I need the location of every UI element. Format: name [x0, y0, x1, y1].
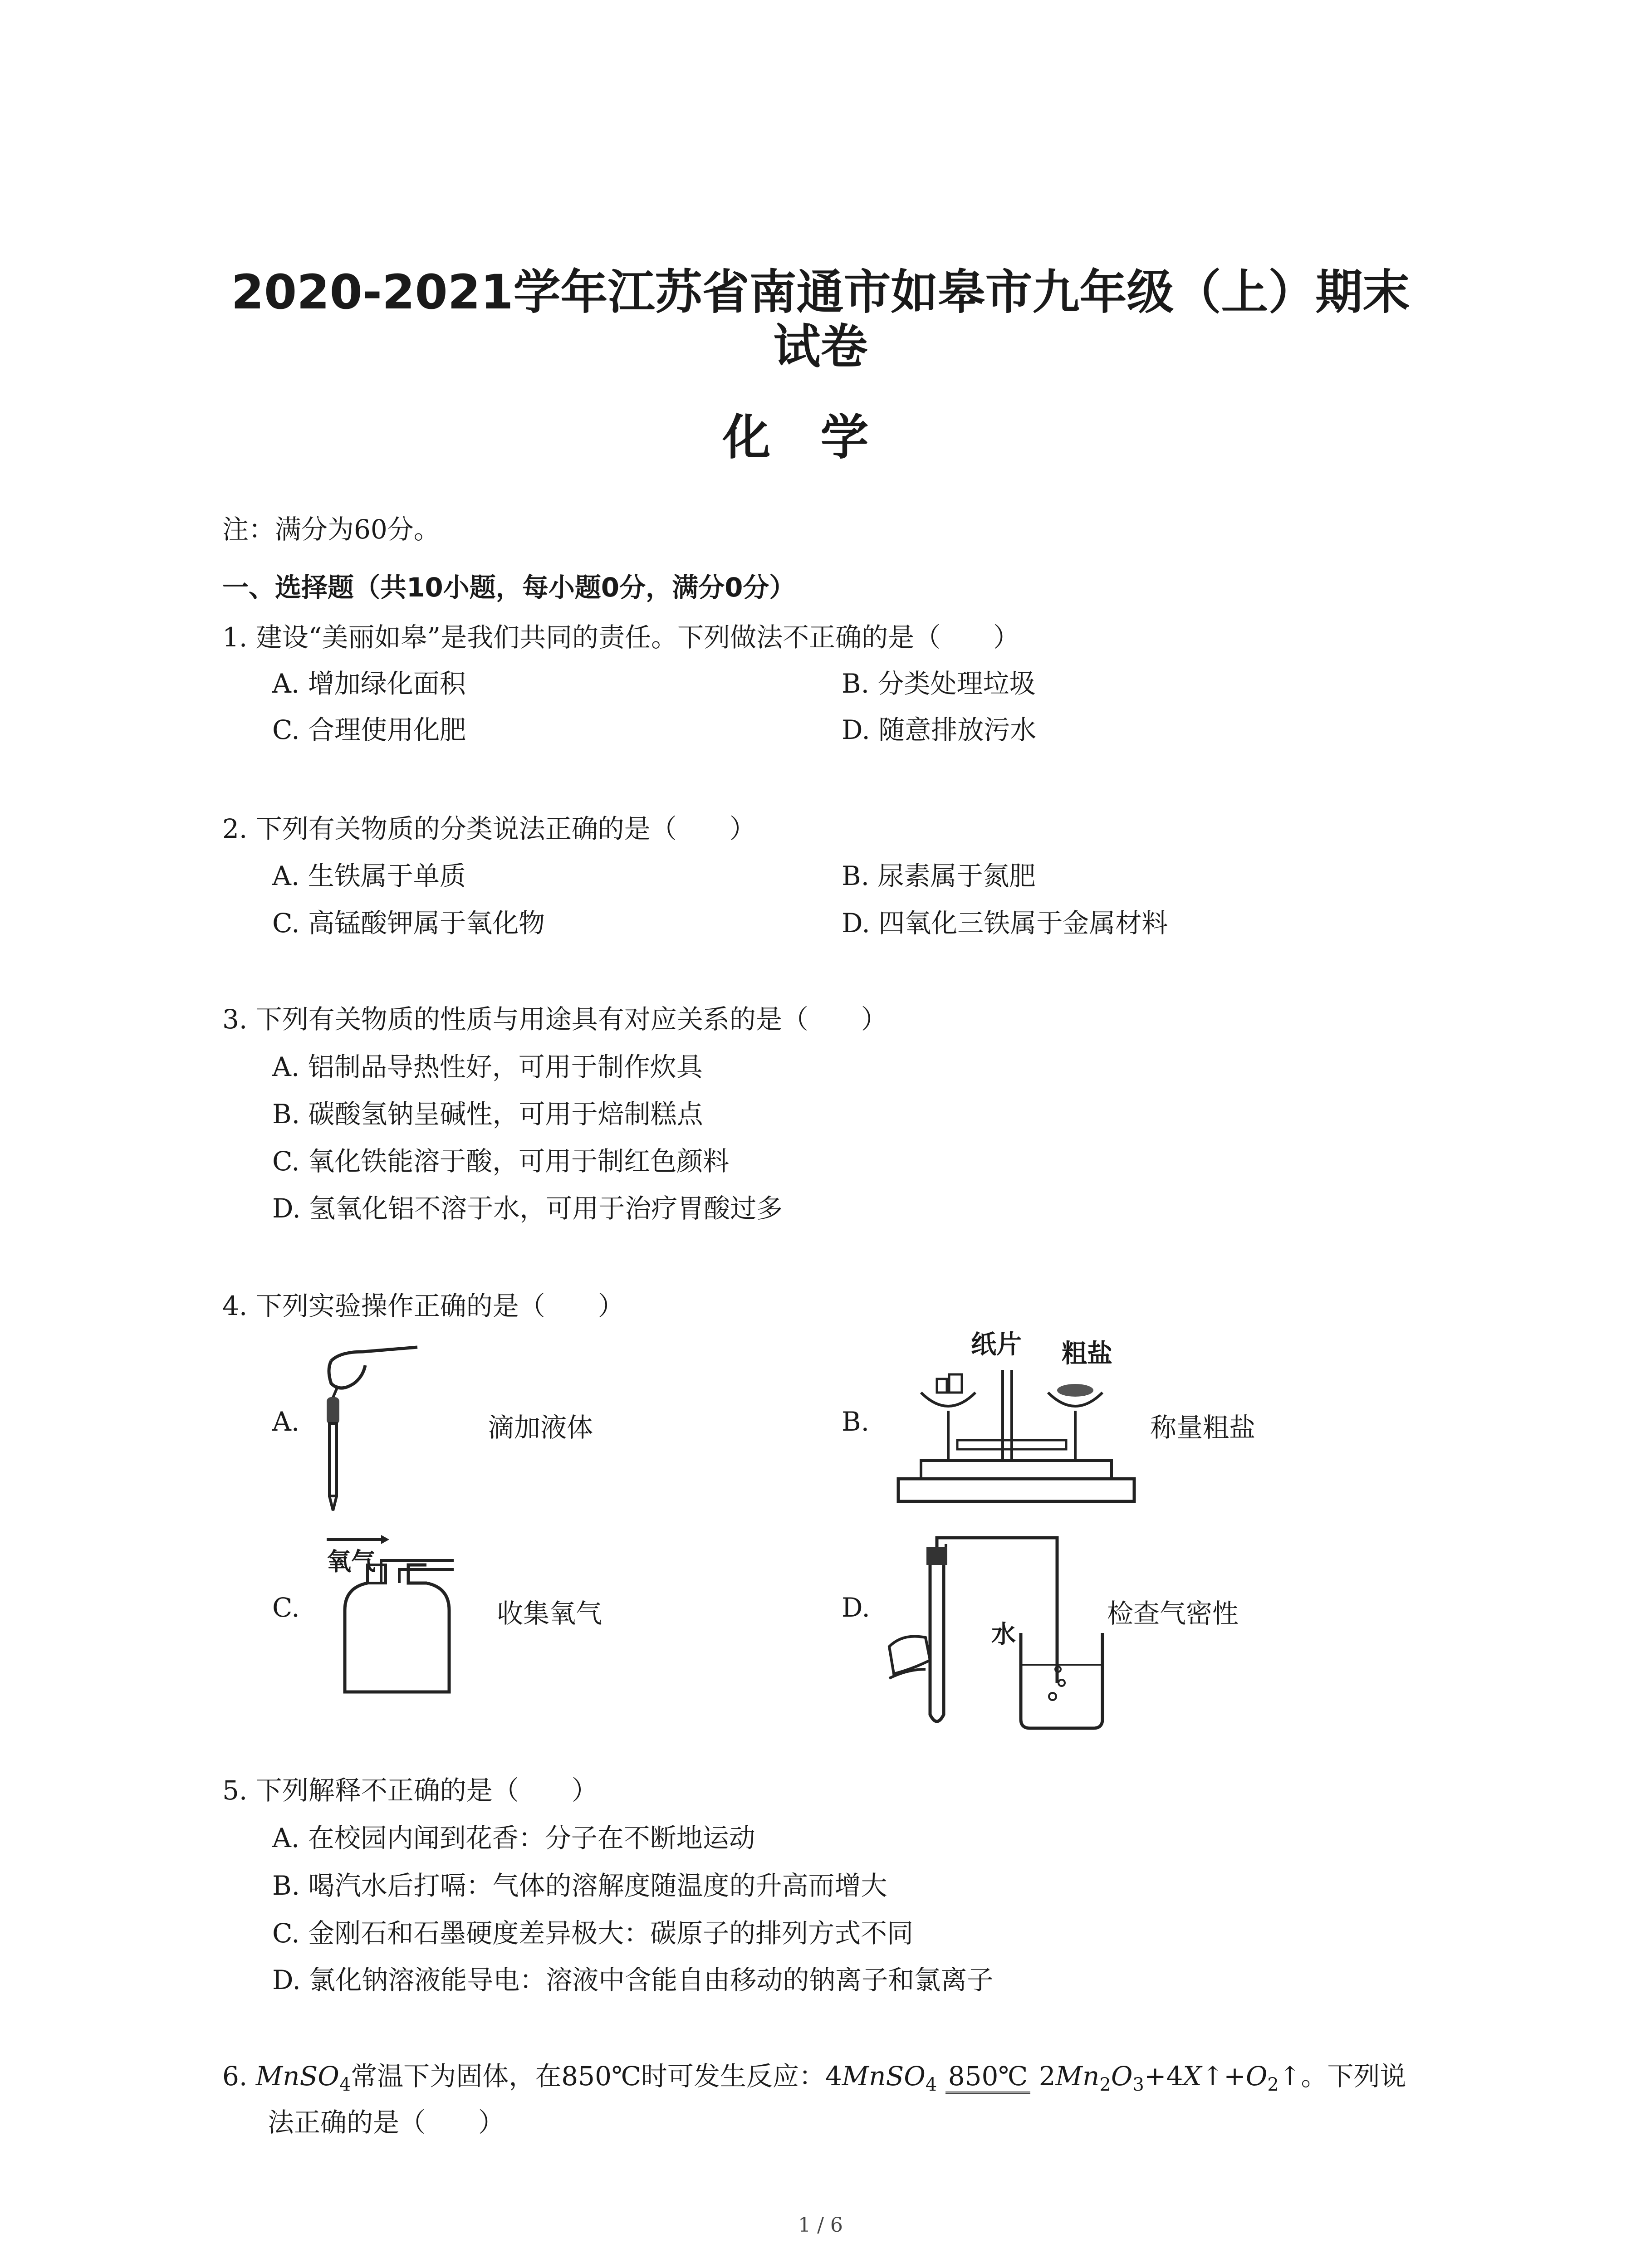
question-4-option-d-caption: 检查气密性 — [1107, 1598, 1239, 1629]
question-5-option-c: C. 金刚石和石墨硬度差异极大：碳原子的排列方式不同 — [272, 1918, 914, 1949]
question-6-stem-line2: 法正确的是（ ） — [268, 2107, 505, 2138]
question-5-option-b: B. 喝汽水后打嗝：气体的溶解度随温度的升高而增大 — [272, 1870, 887, 1901]
water-label: 水 — [991, 1620, 1016, 1648]
question-2-option-c: C. 高锰酸钾属于氧化物 — [272, 908, 545, 938]
reaction-condition: 850℃ — [945, 2061, 1031, 2094]
question-4-option-a-letter: A. — [272, 1406, 300, 1437]
question-3-stem: 3. 下列有关物质的性质与用途具有对应关系的是（ ） — [222, 1004, 887, 1035]
balance-label-salt: 粗盐 — [1062, 1339, 1112, 1369]
exam-title-line2: 试卷 — [773, 319, 868, 374]
question-4-option-c-letter: C. — [272, 1592, 300, 1623]
question-4-option-d-letter: D. — [842, 1592, 870, 1623]
question-1-option-c: C. 合理使用化肥 — [272, 714, 466, 745]
score-note: 注：满分为60分。 — [222, 514, 440, 545]
section-heading: 一、选择题（共10小题，每小题0分，满分0分） — [222, 572, 796, 603]
question-4-option-c-caption: 收集氧气 — [497, 1598, 603, 1629]
question-2-option-b: B. 尿素属于氮肥 — [842, 860, 1036, 891]
subject-heading: 化学 — [722, 410, 919, 465]
balance-label-paper: 纸片 — [971, 1330, 1022, 1359]
question-1-option-b: B. 分类处理垃圾 — [842, 668, 1036, 699]
oxygen-label: 氧气 — [327, 1547, 376, 1576]
question-1-option-d: D. 随意排放污水 — [842, 714, 1037, 745]
question-4-option-a-caption: 滴加液体 — [488, 1412, 593, 1443]
question-1-stem: 1. 建设“美丽如皋”是我们共同的责任。下列做法不正确的是（ ） — [222, 622, 1020, 653]
question-3-option-d: D. 氢氧化铝不溶于水，可用于治疗胃酸过多 — [272, 1193, 783, 1224]
page-number: 1 / 6 — [798, 2214, 843, 2237]
gas-bottle-figure — [318, 1533, 481, 1701]
question-4-stem: 4. 下列实验操作正确的是（ ） — [222, 1290, 624, 1321]
question-3-option-c: C. 氧化铁能溶于酸，可用于制红色颜料 — [272, 1146, 730, 1177]
question-5-stem: 5. 下列解释不正确的是（ ） — [222, 1775, 598, 1806]
exam-title-line1: 2020-2021学年江苏省南通市如皋市九年级（上）期末 — [231, 264, 1410, 320]
question-4-option-b-caption: 称量粗盐 — [1150, 1412, 1256, 1443]
question-2-option-a: A. 生铁属于单质 — [272, 860, 466, 891]
question-4-option-b-letter: B. — [842, 1406, 870, 1437]
question-2-option-d: D. 四氧化三铁属于金属材料 — [842, 908, 1168, 938]
question-5-option-a: A. 在校园内闻到花香：分子在不断地运动 — [272, 1823, 755, 1853]
question-1-option-a: A. 增加绿化面积 — [272, 668, 466, 699]
question-3-option-b: B. 碳酸氢钠呈碱性，可用于焙制糕点 — [272, 1099, 703, 1129]
dropper-figure — [313, 1343, 422, 1524]
question-2-stem: 2. 下列有关物质的分类说法正确的是（ ） — [222, 813, 756, 844]
question-6-stem-line1: 6. MnSO$_4$常温下为固体，在850℃时可发生反应：4MnSO$_4$ 850℃ $2Mn_2O_3+4X↑+O_2↑$。下列说 — [222, 2061, 1406, 2095]
question-5-option-d: D. 氯化钠溶液能导电：溶液中含能自由移动的钠离子和氯离子 — [272, 1965, 994, 1995]
question-3-option-a: A. 铝制品导热性好，可用于制作炊具 — [272, 1051, 703, 1082]
